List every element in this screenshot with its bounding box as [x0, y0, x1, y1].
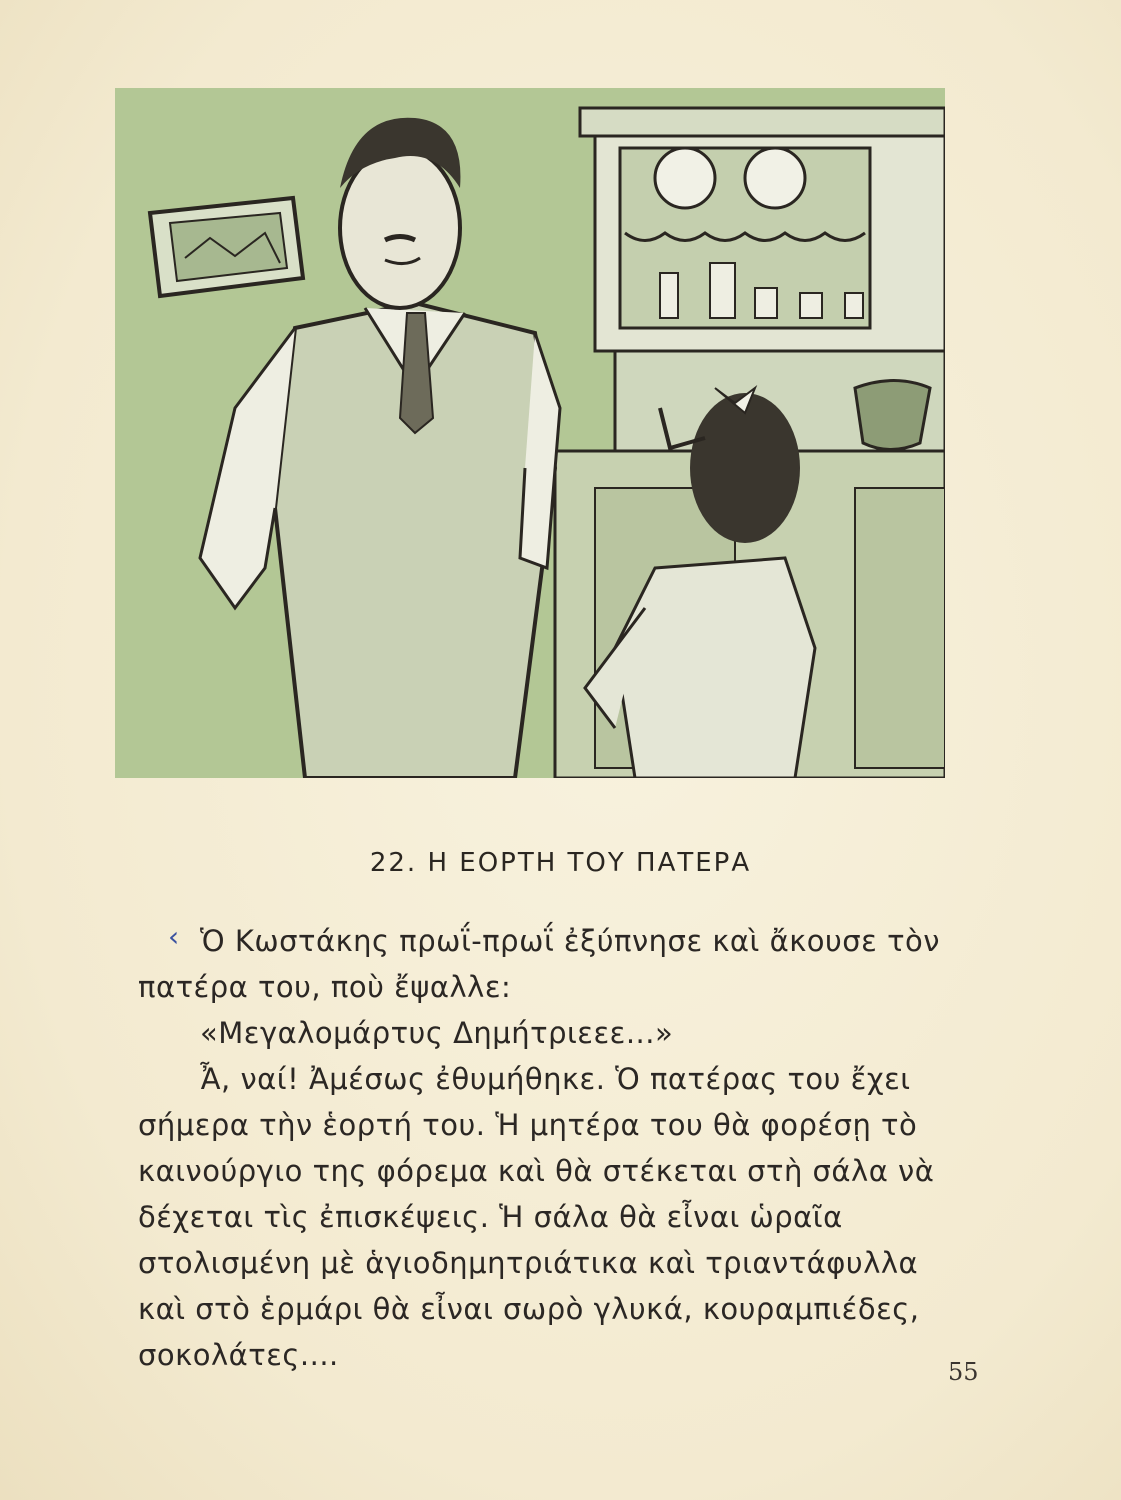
chapter-text	[138, 918, 968, 1378]
chapter-title: 22. Η ΕΟΡΤΗ ΤΟΥ ΠΑΤΕΡΑ	[369, 848, 752, 878]
margin-annotation: ‹	[168, 920, 180, 953]
illustration-drawing	[115, 88, 945, 778]
illustration-father-and-daughter	[115, 88, 945, 778]
wall-picture	[150, 198, 303, 296]
page-number: 55	[948, 1358, 979, 1386]
paragraph-1: Ὁ Κωστάκης πρωΐ-πρωΐ ἐξύπνησε καὶ ἄκουσε τὸν πατέρα του, ποὺ ἔψαλλε:	[138, 924, 940, 1004]
paragraph-3: Ἆ, ναί! Ἀμέσως ἐθυμήθηκε. Ὁ πατέρας του ἔχει σήμερα τὴν ἑορτή του. Ἡ μητέρα του θὰ φορέσῃ τὸ καινούργιο της φόρεμα καὶ θὰ στέκεται στὴ σάλα νὰ δέχεται τὶς ἐπισκέψεις. Ἡ σάλα θὰ εἶναι ὡραῖα στολισμένη μὲ ἁγιοδημητριάτικα καὶ τριαντάφυλλα καὶ στὸ ἑρμάρι θὰ εἶναι σωρὸ γλυκά, κουραμπιέδες, σοκολάτες....	[138, 1062, 935, 1372]
paragraph-2: «Μεγαλομάρτυς Δημήτριεεε...»	[200, 1016, 674, 1050]
